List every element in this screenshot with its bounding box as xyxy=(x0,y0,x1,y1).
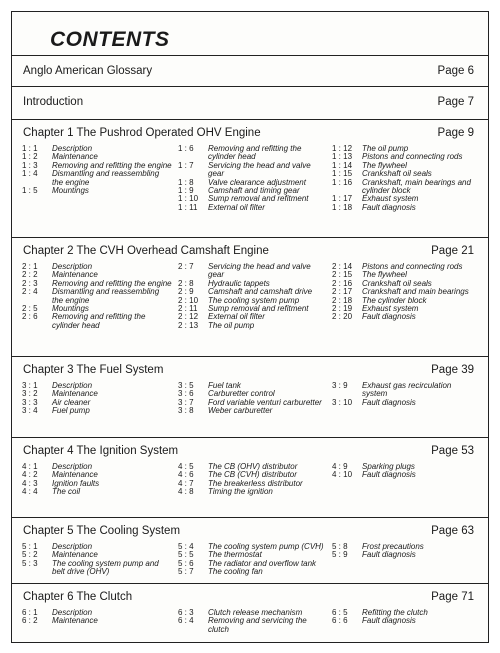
chapter-column xyxy=(178,609,328,634)
section-number: 1 : 10 xyxy=(178,194,199,204)
section-number: 2 : 1 xyxy=(22,262,38,271)
section-title: Maintenance xyxy=(52,270,98,280)
section-entry xyxy=(332,382,472,399)
section-title: Air cleaner xyxy=(52,397,91,407)
section-number: 3 : 3 xyxy=(22,397,38,407)
introduction-label: Introduction xyxy=(23,96,84,108)
section-title: External oil filter xyxy=(208,312,265,322)
section-title: Fault diagnosis xyxy=(362,616,416,626)
section-title: The CB (OHV) distributor xyxy=(208,462,298,471)
section-title: Sump removal and refitment xyxy=(208,194,309,204)
section-title: Fault diagnosis xyxy=(362,202,416,212)
section-entry xyxy=(178,145,328,162)
section-number: 2 : 2 xyxy=(22,270,38,280)
section-entry xyxy=(332,204,472,212)
section-number: 4 : 1 xyxy=(22,462,38,471)
section-title: Dismantling and reassembling the engine xyxy=(52,287,160,305)
section-title: Ignition faults xyxy=(52,478,100,488)
section-entry xyxy=(22,617,172,625)
section-title: Weber carburetter xyxy=(208,406,273,416)
chapter-heading xyxy=(23,445,474,457)
section-title: Removing and refitting the engine xyxy=(52,160,172,170)
section-title: Maintenance xyxy=(52,152,98,162)
section-title: Sparking plugs xyxy=(362,462,415,471)
section-entry xyxy=(178,407,328,415)
section-entry xyxy=(22,390,172,398)
section-entry xyxy=(22,560,172,577)
section-number: 2 : 18 xyxy=(332,295,353,305)
section-number: 2 : 17 xyxy=(332,287,353,297)
section-title: Frost precautions xyxy=(362,542,424,551)
section-title: The cooling system pump xyxy=(208,295,300,305)
section-number: 1 : 3 xyxy=(22,160,38,170)
chapter-column xyxy=(178,463,328,497)
section-number: 1 : 1 xyxy=(22,144,38,153)
chapter-heading xyxy=(23,127,474,139)
section-title: Mountings xyxy=(52,304,89,314)
section-title: The CB (CVH) distributor xyxy=(208,470,297,480)
section-title: Camshaft and timing gear xyxy=(208,186,300,196)
section-number: 6 : 3 xyxy=(178,608,194,617)
chapter-6-section xyxy=(12,584,488,643)
section-number: 1 : 12 xyxy=(332,144,353,153)
section-number: 4 : 3 xyxy=(22,478,38,488)
chapter-column xyxy=(178,145,328,212)
section-number: 5 : 1 xyxy=(22,542,38,551)
section-entry xyxy=(332,551,472,559)
chapter-column xyxy=(178,543,328,577)
section-number: 3 : 1 xyxy=(22,381,38,390)
section-number: 6 : 6 xyxy=(332,616,348,626)
page-title: CONTENTS xyxy=(50,28,170,51)
section-title: Servicing the head and valve gear xyxy=(208,262,311,280)
section-number: 2 : 16 xyxy=(332,278,353,288)
glossary-section xyxy=(12,56,488,87)
section-title: Maintenance xyxy=(52,550,98,560)
chapter-title: Chapter 6 The Clutch xyxy=(23,591,133,603)
section-number: 6 : 5 xyxy=(332,608,348,617)
chapter-page: Page 53 xyxy=(431,445,474,457)
chapter-column xyxy=(22,145,172,195)
section-title: The thermostat xyxy=(208,550,262,560)
section-title: The cylinder block xyxy=(362,295,427,305)
section-number: 1 : 13 xyxy=(332,152,353,162)
section-title: Crankshaft and main bearings xyxy=(362,287,469,297)
chapter-column xyxy=(332,145,472,212)
section-entry xyxy=(22,480,172,488)
section-entry xyxy=(22,488,172,496)
chapter-column xyxy=(22,263,172,330)
section-title: Timing the ignition xyxy=(208,487,273,497)
section-number: 1 : 17 xyxy=(332,194,353,204)
introduction-heading xyxy=(23,96,474,108)
section-number: 1 : 9 xyxy=(178,186,194,196)
section-title: The breakerless distributor xyxy=(208,478,303,488)
section-entry xyxy=(332,313,472,321)
section-number: 4 : 8 xyxy=(178,487,194,497)
chapter-heading xyxy=(23,364,474,376)
section-number: 4 : 9 xyxy=(332,462,348,471)
section-title: Description xyxy=(52,608,93,617)
section-number: 2 : 13 xyxy=(178,320,199,330)
section-number: 4 : 5 xyxy=(178,462,194,471)
chapter-page: Page 63 xyxy=(431,525,474,537)
chapter-column xyxy=(332,463,472,480)
section-title: The flywheel xyxy=(362,160,407,170)
glossary-label: Anglo American Glossary xyxy=(23,65,153,77)
section-title: Crankshaft oil seals xyxy=(362,278,432,288)
section-number: 4 : 7 xyxy=(178,478,194,488)
section-number: 5 : 3 xyxy=(22,558,38,568)
section-entry xyxy=(178,204,328,212)
chapter-column xyxy=(22,543,172,577)
section-entry xyxy=(178,617,328,634)
section-number: 1 : 14 xyxy=(332,160,353,170)
section-title: Mountings xyxy=(52,186,89,196)
section-entry xyxy=(332,471,472,479)
chapter-title: Chapter 3 The Fuel System xyxy=(23,364,164,376)
section-title: The flywheel xyxy=(362,270,407,280)
chapter-column xyxy=(178,263,328,330)
section-title: Dismantling and reassembling the engine xyxy=(52,169,160,187)
section-number: 1 : 7 xyxy=(178,160,194,170)
section-number: 1 : 18 xyxy=(332,202,353,212)
section-number: 2 : 4 xyxy=(22,287,38,297)
section-title: Fault diagnosis xyxy=(362,470,416,480)
section-number: 4 : 4 xyxy=(22,487,38,497)
section-number: 1 : 16 xyxy=(332,177,353,187)
section-number: 5 : 2 xyxy=(22,550,38,560)
section-number: 3 : 4 xyxy=(22,406,38,416)
contents-page xyxy=(11,11,489,643)
section-number: 3 : 5 xyxy=(178,381,194,390)
section-number: 2 : 8 xyxy=(178,278,194,288)
section-title: Description xyxy=(52,144,93,153)
chapter-column xyxy=(332,543,472,560)
section-title: Removing and refitting the cylinder head xyxy=(208,144,302,162)
introduction-page: Page 7 xyxy=(437,96,474,108)
section-title: Fault diagnosis xyxy=(362,397,416,407)
section-title: Hydraulic tappets xyxy=(208,278,270,288)
section-title: Exhaust system xyxy=(362,194,419,204)
section-number: 2 : 5 xyxy=(22,304,38,314)
chapter-column xyxy=(22,463,172,497)
section-number: 3 : 10 xyxy=(332,397,353,407)
section-title: The coil xyxy=(52,487,81,497)
section-title: Removing and refitting the cylinder head xyxy=(52,312,146,330)
section-entry xyxy=(332,399,472,407)
chapter-3-section xyxy=(12,357,488,438)
section-title: The radiator and overflow tank xyxy=(208,558,317,568)
section-number: 2 : 3 xyxy=(22,278,38,288)
chapter-page: Page 71 xyxy=(431,591,474,603)
section-number: 6 : 2 xyxy=(22,616,38,626)
section-title: Exhaust system xyxy=(362,304,419,314)
section-number: 1 : 5 xyxy=(22,186,38,196)
section-number: 2 : 10 xyxy=(178,295,199,305)
section-number: 4 : 6 xyxy=(178,470,194,480)
section-title: Maintenance xyxy=(52,470,98,480)
introduction-section xyxy=(12,87,488,120)
section-number: 1 : 2 xyxy=(22,152,38,162)
section-number: 3 : 2 xyxy=(22,389,38,399)
section-title: Removing and servicing the clutch xyxy=(208,616,307,634)
section-title: The cooling system pump (CVH) xyxy=(208,542,324,551)
section-entry xyxy=(178,263,328,280)
section-number: 5 : 8 xyxy=(332,542,348,551)
chapter-page: Page 39 xyxy=(431,364,474,376)
chapter-page: Page 9 xyxy=(437,127,474,139)
section-title: Maintenance xyxy=(52,616,98,626)
section-entry xyxy=(22,170,172,187)
section-number: 2 : 20 xyxy=(332,312,353,322)
section-title: Fuel pump xyxy=(52,406,90,416)
section-title: Maintenance xyxy=(52,389,98,399)
section-number: 4 : 2 xyxy=(22,470,38,480)
chapter-1-section xyxy=(12,120,488,238)
chapter-column xyxy=(22,382,172,416)
section-entry xyxy=(22,288,172,305)
chapter-heading xyxy=(23,245,474,257)
chapter-heading xyxy=(23,591,474,603)
section-number: 1 : 8 xyxy=(178,177,194,187)
section-title: Sump removal and refitment xyxy=(208,304,309,314)
chapter-column xyxy=(332,609,472,626)
section-title: External oil filter xyxy=(208,202,265,212)
section-entry xyxy=(178,488,328,496)
section-number: 5 : 6 xyxy=(178,558,194,568)
section-title: Ford variable venturi carburetter xyxy=(208,397,322,407)
section-number: 5 : 9 xyxy=(332,550,348,560)
section-title: Carburetter control xyxy=(208,389,275,399)
section-title: Valve clearance adjustment xyxy=(208,177,306,187)
glossary-page: Page 6 xyxy=(437,65,474,77)
section-number: 3 : 8 xyxy=(178,406,194,416)
section-number: 3 : 7 xyxy=(178,397,194,407)
chapter-title: Chapter 5 The Cooling System xyxy=(23,525,181,537)
chapter-5-section xyxy=(12,518,488,584)
section-number: 2 : 6 xyxy=(22,312,38,322)
section-title: Pistons and connecting rods xyxy=(362,262,463,271)
section-number: 2 : 12 xyxy=(178,312,199,322)
section-number: 2 : 7 xyxy=(178,262,194,271)
section-number: 3 : 9 xyxy=(332,381,348,390)
section-title: Pistons and connecting rods xyxy=(362,152,463,162)
section-title: Fuel tank xyxy=(208,381,241,390)
section-number: 3 : 6 xyxy=(178,389,194,399)
chapter-column xyxy=(178,382,328,416)
section-title: Description xyxy=(52,462,93,471)
section-title: Crankshaft, main bearings and cylinder block xyxy=(362,177,471,196)
section-number: 2 : 19 xyxy=(332,304,353,314)
section-title: Crankshaft oil seals xyxy=(362,169,432,179)
section-title: Exhaust gas recirculation system xyxy=(362,381,452,399)
section-title: Description xyxy=(52,381,93,390)
chapter-column xyxy=(22,609,172,626)
section-entry xyxy=(22,407,172,415)
section-number: 1 : 11 xyxy=(178,202,198,212)
section-entry xyxy=(178,322,328,330)
section-entry xyxy=(22,399,172,407)
section-number: 2 : 9 xyxy=(178,287,194,297)
section-number: 2 : 14 xyxy=(332,262,353,271)
chapter-page: Page 21 xyxy=(431,245,474,257)
section-number: 1 : 4 xyxy=(22,169,38,179)
section-title: The oil pump xyxy=(208,320,255,330)
section-entry xyxy=(178,568,328,576)
section-number: 1 : 15 xyxy=(332,169,353,179)
section-title: Clutch release mechanism xyxy=(208,608,303,617)
section-number: 5 : 5 xyxy=(178,550,194,560)
section-entry xyxy=(22,313,172,330)
section-number: 1 : 6 xyxy=(178,144,194,153)
section-entry xyxy=(178,162,328,179)
chapter-2-section xyxy=(12,238,488,357)
section-title: The cooling fan xyxy=(208,567,263,577)
glossary-heading xyxy=(23,65,474,77)
chapter-title: Chapter 2 The CVH Overhead Camshaft Engine xyxy=(23,245,269,257)
section-title: Removing and refitting the engine xyxy=(52,278,172,288)
section-number: 2 : 11 xyxy=(178,304,198,314)
section-title: Description xyxy=(52,542,93,551)
section-entry xyxy=(22,187,172,195)
section-number: 5 : 7 xyxy=(178,567,194,577)
chapter-4-section xyxy=(12,438,488,518)
section-title: Refitting the clutch xyxy=(362,608,428,617)
chapter-column xyxy=(332,382,472,407)
section-title: Description xyxy=(52,262,93,271)
section-number: 2 : 15 xyxy=(332,270,353,280)
section-entry xyxy=(332,179,472,196)
section-title: Fault diagnosis xyxy=(362,312,416,322)
section-number: 6 : 1 xyxy=(22,608,38,617)
chapter-heading xyxy=(23,525,474,537)
section-number: 5 : 4 xyxy=(178,542,194,551)
chapter-title: Chapter 1 The Pushrod Operated OHV Engine xyxy=(23,127,261,139)
section-entry xyxy=(332,617,472,625)
section-title: The oil pump xyxy=(362,144,409,153)
chapter-column xyxy=(332,263,472,322)
chapter-title: Chapter 4 The Ignition System xyxy=(23,445,179,457)
section-number: 6 : 4 xyxy=(178,616,194,626)
section-number: 4 : 10 xyxy=(332,470,353,480)
section-title: Camshaft and camshaft drive xyxy=(208,287,313,297)
section-title: Servicing the head and valve gear xyxy=(208,160,311,179)
section-title: The cooling system pump and belt drive (OHV) xyxy=(52,558,159,577)
section-title: Fault diagnosis xyxy=(362,550,416,560)
